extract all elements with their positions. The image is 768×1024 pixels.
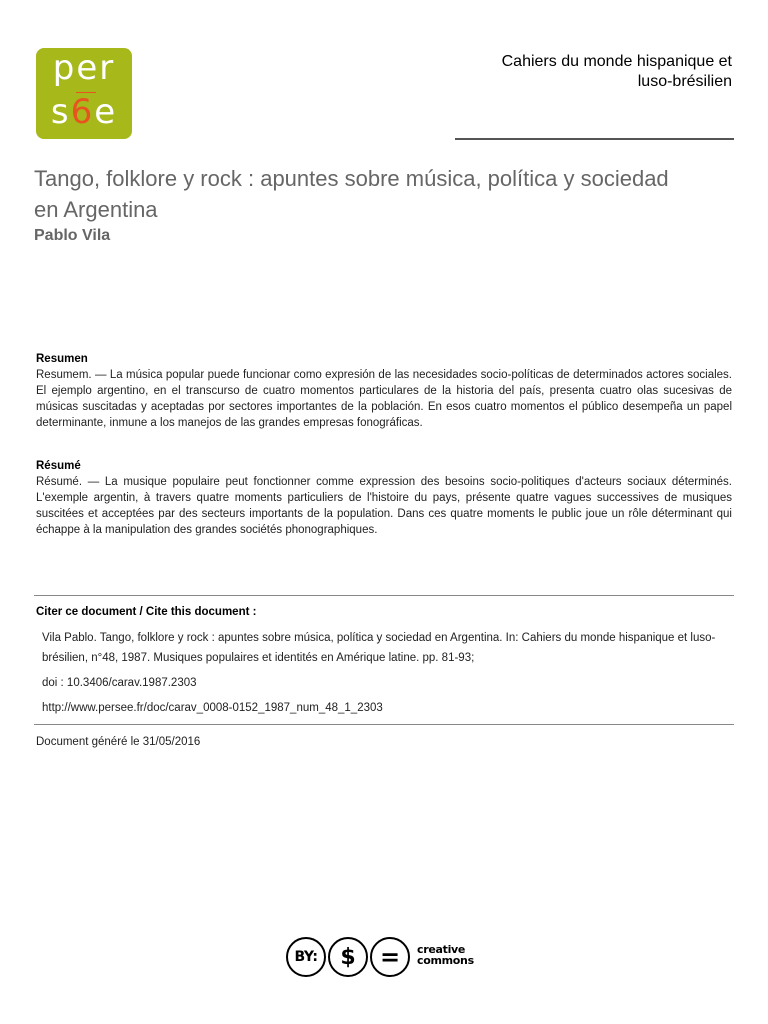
journal-name-line2: luso-brésilien [637, 73, 732, 90]
generated-date: Document généré le 31/05/2016 [36, 736, 201, 748]
resume-body: Résumé. — La musique populaire peut fonctionner comme expression des besoins socio-politiques d'acteurs sociaux déterminés. L'exemple argentin, à travers quatre moments particuliers de l'histoire du pays, présente quatre vagues successives de musiques suscitées et acceptées par des secteurs importants de la population. Dans ces quatre moments le public joue un rôle déterminant qui échappe à la manipulation des grandes sociétés phonographiques. [36, 476, 732, 536]
citation-url[interactable]: http://www.persee.fr/doc/carav_0008-0152_1987_num_48_1_2303 [42, 702, 383, 714]
creative-commons-wordmark: creative commons [417, 943, 474, 967]
citation-reference: Vila Pablo. Tango, folklore y rock : apuntes sobre música, política y sociedad en Argentina. In: Cahiers du monde hispanique et luso-brésilien, n°48, 1987. Musiques populaires et identités en Amérique latine. pp. 81-93; [42, 632, 716, 664]
persee-logo [36, 48, 132, 139]
cc-nc-icon: $ [328, 937, 368, 977]
article-title [34, 163, 734, 225]
journal-name-line1: Cahiers du monde hispanique et [501, 53, 732, 70]
resumen-body: Resumem. — La música popular puede funcionar como expresión de las necesidades socio-políticas de determinados actores sociales. El ejemplo argentino, en el transcurso de cuatro momentos particulares de la historia del país, presenta cuatro olas sucesivas de músicas suscitadas y aceptadas por sectores importantes de la población. En esos cuatro momentos el público desempeña un papel determinante, inmune a los manejos de las grandes empresas fonográficas. [36, 369, 732, 429]
citation-top-rule [34, 595, 734, 596]
article-title-line2: en Argentina [34, 197, 158, 222]
citation-heading: Citer ce document / Cite this document : [36, 606, 257, 618]
citation-bottom-rule [34, 724, 734, 725]
article-title-line1: Tango, folklore y rock : apuntes sobre música, política y sociedad [34, 166, 669, 191]
article-author: Pablo Vila [34, 227, 111, 244]
resumen-heading: Resumen [36, 353, 88, 365]
creative-commons-badge[interactable] [286, 937, 486, 977]
cc-by-icon: BY: [286, 937, 326, 977]
logo-text-top: per [52, 48, 116, 88]
citation-doi: doi : 10.3406/carav.1987.2303 [42, 677, 197, 689]
journal-name [432, 52, 732, 92]
resume-heading: Résumé [36, 460, 81, 472]
header-rule [455, 138, 734, 140]
cc-nd-icon: = [370, 937, 410, 977]
logo-text-bottom: s6e [50, 92, 118, 132]
